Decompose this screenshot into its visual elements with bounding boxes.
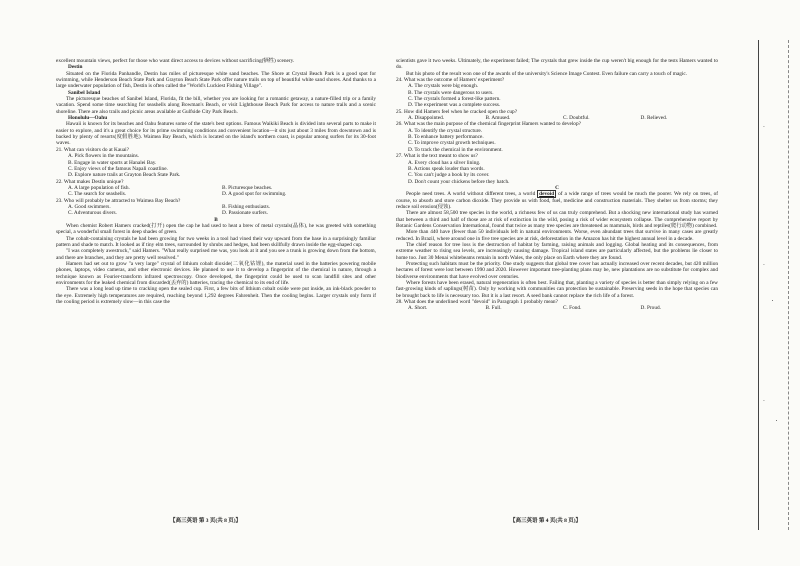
scan-speck <box>776 420 777 421</box>
question-option: C. You can't judge a book by its cover. <box>408 172 490 179</box>
page-footer-right: 【高三英语 第 4 页(共 8 页)】 <box>510 518 582 524</box>
question-option: B. Engage in water sports at Hanalei Bay. <box>68 159 157 166</box>
passage-b-paragraph: When chemist Robert Hamers cracked(打开) open the cap he had used to heat a brew of metal crystals(晶体), he was greeted with something special, a wonderful small forest in deep shades of green. <box>56 222 376 236</box>
section-c-label: C <box>555 184 559 191</box>
question-option: C. Doubtful. <box>563 115 590 122</box>
question-option: B. Actions speak louder than words. <box>408 165 485 172</box>
right-column <box>396 58 718 312</box>
question-option: D. Relieved. <box>640 115 668 122</box>
honolulu-heading: Honolulu—Oahu <box>68 115 108 122</box>
question-option: C. Enjoy views of the famous Napali coastline. <box>68 165 168 172</box>
passage-b-paragraph: There was a long lead up time to cracking open the sealed cup. First, a few bits of lithium cobalt oxide were put inside, an ink-black powder to the eye. Extremely high temperatures are required, reaching beyond 1,292 degrees Fahrenheit. Then the cooling begins. Larger crystals only form if the cooling period is extremely slow—in this case the <box>56 286 376 306</box>
passage-b-paragraph: Hamers had set out to grow "a very large" crystal of lithium cobalt dioxide(二氧化钴锂), the material used in the batteries powering mobile phones, laptops, video cameras, and other electronic devices. He planned to use it to develop a fingerprint of the chemical in nature, through a technique known as Fourier-transform infrared spectroscopy. Once developed, the fingerprint could be used to scan landfill sites and other environments for the leaked chemical from discarded(丢弃的) batteries, tracing the chemical to its end of life. <box>56 261 376 287</box>
passage-c-paragraph: Protecting such habitats must be the priority. One study suggests that global tree cover has actually increased over recent decades, but 420 million hectares of forest were lost between 1990 and 2020. However important tree-planting plans may be, new plantations are no substitute for complex and biodiverse environments that have evolved over centuries. <box>396 261 718 280</box>
question-option: D. Don't count your chickens before they hatch. <box>408 178 510 185</box>
sanibel-heading: Sanibel Island <box>68 89 101 96</box>
question-option: D. A good spot for swimming. <box>222 191 287 198</box>
sanibel-text: The picturesque beaches of Sanibel Island, Florida, fit the bill, whether you are looking for a romantic getaway, a nature-filled trip or a family vacation. Spend some time searching for seashells along Bowman's Beach, or visit Lighthouse Beach Park for access to nature trails and a scenic shoreline. There are also trails and picnic areas available at Gulfside City Park Beach. <box>56 96 376 115</box>
passage-b-paragraph: scientists gave it two weeks. Ultimately, the experiment failed; The crystals that grew inside the cup weren't big enough for the tests Hamers wanted to do. <box>396 58 718 71</box>
question-option: A. Disappointed. <box>408 115 445 122</box>
option-row <box>56 191 376 197</box>
question-option: A. A large population of fish. <box>68 184 130 191</box>
question-option: D. Proud. <box>640 305 661 312</box>
question-option: A. Short. <box>408 305 428 312</box>
question-option: B. Picturesque beaches. <box>222 184 273 191</box>
scan-speck <box>772 300 773 301</box>
underlined-word-devoid: devoid <box>539 191 555 198</box>
passage-b-paragraph: "I was completely awestruck," said Hamers. "What really surprised me was, you look at it and you see a trunk is growing down from the bottom, and there are branches, and they are pretty well resolved." <box>56 248 376 261</box>
question-option: D. Explore nature trails at Grayton Beach State Park. <box>68 172 181 179</box>
question-option: B. Fishing enthusiasts. <box>222 203 270 210</box>
question-stem: 22. What makes Destin unique? <box>56 178 124 185</box>
question-option: B. Full. <box>485 305 502 312</box>
left-column <box>56 58 376 305</box>
question-stem: 25. How did Hamers feel when he cracked open the cup? <box>396 108 518 115</box>
passage-b-paragraph: But his photo of the result won one of the awards of the university's Science Image Contest. Even failure can carry a touch of magic. <box>406 70 688 77</box>
question-stem: 21. What can visitors do at Kauai? <box>56 146 130 153</box>
passage-c-paragraph: The chief reason for tree loss is the destruction of habitat by farming, raising animals and logging. Global heating and its consequences, from extreme weather to rising sea levels, are increasingly causing damage. Tropical island states are particularly affected, but the problems lie closer to home too. Just 30 Menai whitebeams remain in north Wales, the only place on Earth where they are found. <box>396 241 718 261</box>
intro-line: excellent mountain views, perfect for those who want direct access to devices without sacrificing(牺牲) scenery. <box>56 58 295 64</box>
question-option: D. Passionate surfers. <box>222 210 268 217</box>
destin-heading: Destin <box>68 64 83 71</box>
question-stem: 26. What was the main purpose of the chemical fingerprint Hamers wanted to develop? <box>396 121 581 128</box>
margin-tick-icon: · <box>763 398 765 405</box>
destin-text: Situated on the Florida Panhandle, Destin has miles of picturesque white sand beaches. The Shore at Crystal Beach Park is a good spot for swimming, while Henderson Beach State Park and Grayton Beach State Park offer nature trails on top of beautiful white sand shores. And thanks to a large underwater population of fish, Destin is often called the "World's Luckiest Fishing Village". <box>56 70 376 90</box>
cut-dash-line <box>788 40 789 530</box>
page-footer-left: 【高三英语 第 3 页(共 8 页)】 <box>170 518 242 524</box>
question-option: A. Every cloud has a silver lining. <box>408 159 481 166</box>
question-stem: 24. What was the outcome of Hamers' experiment? <box>396 77 505 84</box>
question-stem: 27. What is the text meant to show us? <box>396 153 478 160</box>
question-option: D. The experiment was a complete success. <box>408 102 501 109</box>
question-option: A. To identify the crystal structure. <box>408 127 483 134</box>
question-stem: 23. Who will probably be attracted to Waimea Bay Beach? <box>56 197 181 204</box>
option-row <box>396 305 718 311</box>
section-b-label: B <box>214 216 218 223</box>
passage-c-text: People need trees. A world without different trees, a world <box>406 191 538 198</box>
question-option: D. To track the chemical in the environment. <box>408 146 503 153</box>
question-option: B. To enhance battery performance. <box>408 134 484 141</box>
passage-c-paragraph: More than 440 have (fewer than 50 individuals left in natural environments. Worse, even abundant trees that survive in many cases are greatly reduced. In Brazil, where around one in five tree species are at risk, deforestation in the Amazon has hit the highest annual level in a decade. <box>396 229 718 242</box>
passage-c-text: of a wide range of trees would be much the poorer. We rely on trees, of course, to absorb and store carbon dioxide. They provide us with food, fuel, medicine and construction materials. They shelter us from storms; they reduce soil erosion(侵蚀). <box>396 191 719 210</box>
question-option: C. The search for seashells. <box>68 191 127 198</box>
question-option: C. To improve crystal growth techniques. <box>408 140 496 147</box>
question-option: C. Adventurous divers. <box>68 210 117 217</box>
passage-c-paragraph: Where forests have been erased, natural regeneration is often best. Failing that, planting a variety of species is better than simply relying on a few fast-growing kinds of saplings(树苗). Only by working with communities can protection be sustainable. Preserving seeds in the hope that species can be brought back to life is necessary too. But it is a last resort. A seed bank cannot replace the rich life of a forest. <box>396 280 718 299</box>
margin-tick-icon: · <box>763 124 765 131</box>
question-option: B. Amused. <box>485 115 511 122</box>
passage-c-paragraph: There are almost 58,500 tree species in the world, a richness few of us can truly comprehend. But a shocking new international study has warned that between a third and half of those are at risk of extinction in the wild, posing a risk of wider ecosystem collapse. The comprehensive report by Botanic Gardens Conservation International, found that twice as many tree species are threatened as mammals, birds and reptiles(爬行动物) combined. <box>396 210 718 229</box>
margin-tick-icon: · <box>763 262 765 269</box>
question-option: C. Fond. <box>563 305 582 312</box>
question-option: A. The crystals were big enough. <box>408 83 479 90</box>
question-option: C. The crystals formed a forest-like pattern. <box>408 96 501 103</box>
passage-c-paragraph <box>396 191 718 210</box>
question-option: A. Pick flowers in the mountains. <box>68 153 140 160</box>
honolulu-text: Hawaii is known for its beaches and Oahu features some of the state's best options. Famous Waikiki Beach is divided into several parts to make it easier to explore, and it's a great choice for its prime swimming conditions and convenient location—it sits just about 3 miles from downtown and is backed by plenty of resorts(度假胜地). Waimea Bay Beach, which is located on the island's northern coast, is popular among surfers for its 30-foot waves. <box>56 121 376 147</box>
question-option: A. Good swimmers. <box>68 203 111 210</box>
question-stem: 28. What does the underlined word "devoid" in Paragraph 1 probably mean? <box>396 299 558 306</box>
question-option: B. The crystals were dangerous to users. <box>408 89 494 96</box>
binding-margin-line <box>758 40 759 530</box>
passage-b-paragraph: The cobalt-containing crystals he had been growing for two weeks in a tool had vined their way upward from the base in a surprisingly familiar pattern and shade to match. It looked as if tiny elm trees, surrounded by shrubs and hedges, had been skillfully drawn inside the egg-shaped cup. <box>56 235 376 248</box>
option-row <box>56 210 376 216</box>
